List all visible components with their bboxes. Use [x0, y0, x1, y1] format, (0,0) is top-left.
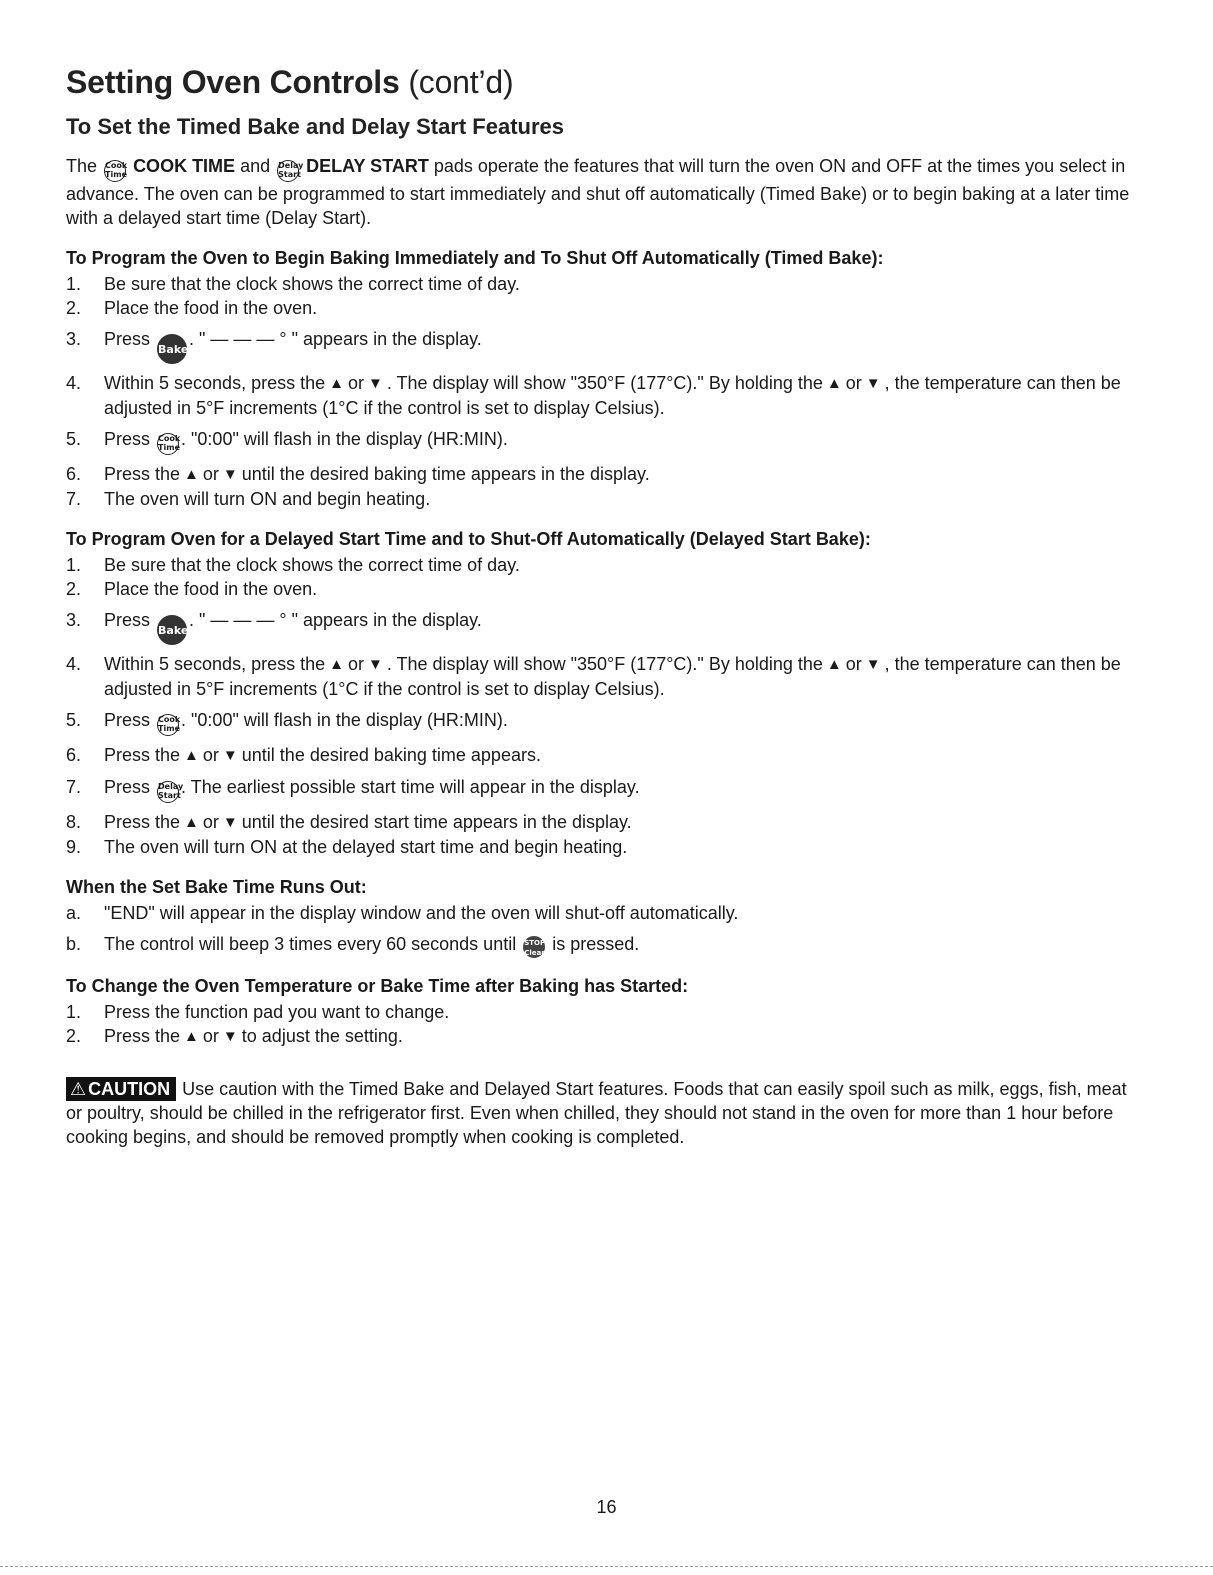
list-item — [66, 553, 1136, 577]
step-number: b. — [66, 934, 82, 954]
title-suffix: (cont’d) — [408, 64, 514, 100]
step-text: Place the food in the oven. — [104, 579, 318, 599]
step-text: , the temperature can then be adjusted in 5°F increments (1°C if the control is set to display Celsius). — [104, 373, 1121, 418]
cook-time-label: COOK TIME — [133, 156, 236, 176]
list-item — [66, 296, 1136, 320]
list-item — [66, 327, 1136, 364]
step-text: . The earliest possible start time will appear in the display. — [181, 777, 640, 797]
intro-paragraph — [66, 154, 1136, 230]
list-item — [66, 775, 1136, 803]
step-number: 4. — [66, 654, 82, 674]
step-text: or — [202, 1026, 219, 1046]
step-text: Press the — [104, 812, 181, 832]
up-arrow-icon: ▲ — [329, 656, 344, 673]
cook-time-pad-icon: Cook Time — [104, 160, 126, 182]
step-number: 9. — [66, 837, 82, 857]
down-arrow-icon: ▼ — [865, 375, 881, 392]
step-text: "END" will appear in the display window and the oven will shut-off automatically. — [104, 903, 739, 923]
runs-out-list — [66, 901, 1136, 958]
step-text: . The display will show "350°F (177°C)." By holding the — [386, 654, 823, 674]
caution-text: Use caution with the Timed Bake and Delayed Start features. Foods that can easily spoil such as milk, eggs, fish, meat or poultry, should be chilled in the refrigerator first. Even when chilled, they should not stand in the oven for more than 1 hour before cooking begins, and should be removed promptly when cooking is completed. — [66, 1079, 1127, 1147]
up-arrow-icon: ▲ — [184, 1028, 199, 1045]
change-steps — [66, 1000, 1136, 1049]
list-item — [66, 462, 1136, 487]
step-number: a. — [66, 903, 82, 923]
step-text: to adjust the setting. — [241, 1026, 403, 1046]
step-text: Press the — [104, 464, 181, 484]
step-number: 6. — [66, 745, 82, 765]
step-text: Place the food in the oven. — [104, 298, 318, 318]
list-item — [66, 901, 1136, 925]
step-text: . The display will show "350°F (177°C)." By holding the — [386, 373, 823, 393]
step-text: is pressed. — [552, 934, 640, 954]
list-item — [66, 577, 1136, 601]
cook-time-pad-icon: Cook Time — [157, 433, 179, 455]
intro-pre: The — [66, 156, 98, 176]
step-text: Press — [104, 329, 151, 349]
up-arrow-icon: ▲ — [184, 747, 199, 764]
step-number: 1. — [66, 555, 82, 575]
step-text: The oven will turn ON and begin heating. — [104, 489, 431, 509]
step-text: Press — [104, 429, 151, 449]
bottom-divider — [0, 1566, 1213, 1567]
step-text: . "0:00" will flash in the display (HR:MIN). — [181, 429, 508, 449]
list-item — [66, 1000, 1136, 1024]
down-arrow-icon: ▼ — [222, 747, 238, 764]
list-item — [66, 932, 1136, 958]
list-item — [66, 272, 1136, 296]
runs-out-heading: When the Set Bake Time Runs Out: — [66, 877, 367, 897]
list-item — [66, 1024, 1136, 1049]
warning-triangle-icon: ⚠ — [70, 1079, 87, 1099]
step-text: Press — [104, 777, 151, 797]
step-number: 1. — [66, 274, 82, 294]
page-title — [66, 62, 1136, 102]
step-text: or — [202, 745, 219, 765]
up-arrow-icon: ▲ — [184, 814, 199, 831]
up-arrow-icon: ▲ — [184, 466, 199, 483]
down-arrow-icon: ▼ — [367, 375, 383, 392]
delay-start-pad-icon: Delay Start — [157, 781, 179, 803]
step-text: Press the — [104, 1026, 181, 1046]
delayed-start-heading: To Program Oven for a Delayed Start Time and to Shut-Off Automatically (Delayed Start Bake): — [66, 529, 871, 549]
list-item — [66, 743, 1136, 768]
manual-page — [66, 62, 1136, 1167]
list-item — [66, 608, 1136, 645]
step-number: 8. — [66, 812, 82, 832]
step-number: 2. — [66, 579, 82, 599]
timed-bake-heading: To Program the Oven to Begin Baking Immediately and To Shut Off Automatically (Timed Bake): — [66, 248, 884, 268]
step-number: 7. — [66, 489, 82, 509]
step-text: Within 5 seconds, press the — [104, 373, 326, 393]
bake-pad-icon: Bake — [157, 615, 187, 645]
step-number: 5. — [66, 429, 82, 449]
page-number: 16 — [596, 1497, 617, 1517]
list-item — [66, 810, 1136, 835]
step-text: . " — — — ° " appears in the display. — [189, 610, 482, 630]
step-text: Press — [104, 610, 151, 630]
step-text: Be sure that the clock shows the correct time of day. — [104, 274, 520, 294]
bake-pad-icon: Bake — [157, 334, 187, 364]
section-title: To Set the Timed Bake and Delay Start Features — [66, 114, 565, 139]
delay-start-pad-icon: Delay Start — [277, 160, 299, 182]
step-text: or — [347, 654, 364, 674]
step-text: Press — [104, 710, 151, 730]
list-item — [66, 427, 1136, 455]
step-number: 7. — [66, 777, 82, 797]
up-arrow-icon: ▲ — [329, 375, 344, 392]
list-item — [66, 371, 1136, 420]
down-arrow-icon: ▼ — [367, 656, 383, 673]
step-text: The control will beep 3 times every 60 seconds until — [104, 934, 517, 954]
step-text: or — [202, 464, 219, 484]
step-number: 3. — [66, 329, 82, 349]
step-number: 1. — [66, 1002, 82, 1022]
step-number: 3. — [66, 610, 82, 630]
delayed-start-steps — [66, 553, 1136, 859]
caution-label: CAUTION — [88, 1079, 171, 1099]
step-text: . "0:00" will flash in the display (HR:MIN). — [181, 710, 508, 730]
step-text: Within 5 seconds, press the — [104, 654, 326, 674]
list-item — [66, 708, 1136, 736]
intro-and: and — [240, 156, 271, 176]
list-item — [66, 835, 1136, 859]
step-text: The oven will turn ON at the delayed start time and begin heating. — [104, 837, 628, 857]
step-text: or — [845, 373, 862, 393]
list-item — [66, 487, 1136, 511]
step-text: or — [845, 654, 862, 674]
up-arrow-icon: ▲ — [826, 656, 842, 673]
title-main: Setting Oven Controls — [66, 64, 400, 100]
step-text: . " — — — ° " appears in the display. — [189, 329, 482, 349]
step-number: 2. — [66, 298, 82, 318]
delay-start-label: DELAY START — [306, 156, 429, 176]
step-text: until the desired baking time appears. — [241, 745, 541, 765]
up-arrow-icon: ▲ — [826, 375, 842, 392]
step-text: , the temperature can then be adjusted in 5°F increments (1°C if the control is set to display Celsius). — [104, 654, 1121, 699]
step-text: Be sure that the clock shows the correct time of day. — [104, 555, 520, 575]
step-text: Press the — [104, 745, 181, 765]
stop-clear-pad-icon: STOP Clear — [523, 936, 545, 958]
step-number: 5. — [66, 710, 82, 730]
down-arrow-icon: ▼ — [865, 656, 881, 673]
step-text: or — [202, 812, 219, 832]
change-heading: To Change the Oven Temperature or Bake Time after Baking has Started: — [66, 976, 689, 996]
intro-post: pads operate the features that will turn the oven ON and OFF at the times you select in advance. The oven can be programmed to start immediately and shut off automatically (Timed Bake) or to begin baking at a later time with a delayed start time (Delay Start). — [66, 156, 1130, 228]
timed-bake-steps — [66, 272, 1136, 511]
cook-time-pad-icon: Cook Time — [157, 714, 179, 736]
step-text: or — [347, 373, 364, 393]
step-number: 4. — [66, 373, 82, 393]
down-arrow-icon: ▼ — [222, 466, 238, 483]
step-text: until the desired baking time appears in the display. — [241, 464, 650, 484]
caution-badge — [66, 1077, 176, 1101]
step-text: Press the function pad you want to change. — [104, 1002, 450, 1022]
step-number: 6. — [66, 464, 82, 484]
step-text: until the desired start time appears in the display. — [241, 812, 632, 832]
step-number: 2. — [66, 1026, 82, 1046]
list-item — [66, 652, 1136, 701]
down-arrow-icon: ▼ — [222, 1028, 238, 1045]
down-arrow-icon: ▼ — [222, 814, 238, 831]
caution-paragraph — [66, 1077, 1136, 1149]
